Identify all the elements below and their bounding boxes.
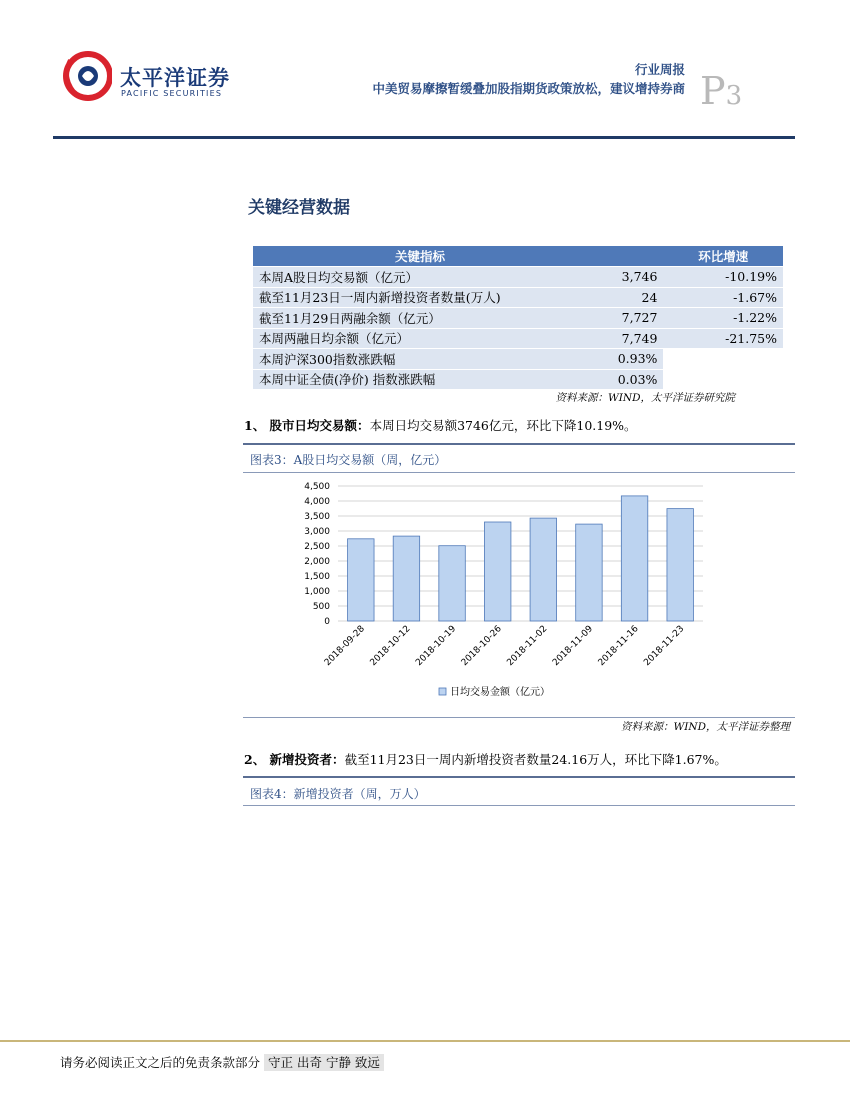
y-tick-label: 0	[324, 617, 330, 627]
figure-top-rule	[243, 443, 795, 445]
table-row	[253, 328, 783, 349]
report-type: 行业周报	[634, 62, 685, 77]
bar	[348, 539, 374, 621]
table-header-indicator: 关键指标	[253, 246, 587, 267]
x-tick-label: 2018-11-09	[550, 624, 596, 669]
row-value: 7,749	[587, 328, 663, 349]
y-tick-label: 2,000	[304, 557, 330, 567]
row-value: 7,727	[587, 308, 663, 329]
x-tick-label: 2018-11-16	[596, 624, 641, 669]
table-header-row	[253, 246, 783, 267]
row-change: -1.67%	[663, 287, 783, 308]
chart-source-note: 资料来源：WIND，太平洋证券整理	[620, 721, 790, 733]
row-label: 本周A股日均交易额（亿元）	[253, 267, 587, 288]
row-label: 截至11月29日两融余额（亿元）	[253, 308, 587, 329]
section-heading: 关键经营数据	[248, 198, 350, 218]
y-tick-label: 3,000	[304, 527, 330, 537]
row-label: 本周中证全债(净价) 指数涨跌幅	[253, 369, 587, 390]
table-source-note: 资料来源：WIND，太平洋证券研究院	[555, 392, 735, 404]
key-data-table	[253, 246, 783, 390]
figure-title-rule	[243, 472, 795, 473]
y-tick-label: 1,500	[304, 572, 330, 582]
logo-english-name: PACIFIC SECURITIES	[121, 89, 223, 98]
table-header-change: 环比增速	[663, 246, 783, 267]
page-number-value: 3	[725, 81, 743, 111]
y-tick-label: 1,000	[304, 587, 330, 597]
y-tick-label: 3,500	[304, 512, 330, 522]
bar	[393, 536, 419, 621]
report-title: 中美贸易摩擦暂缓叠加股指期货政策放松，建议增持券商	[372, 81, 685, 96]
trading-volume-paragraph	[244, 416, 637, 434]
new-investors-paragraph	[244, 750, 727, 768]
figure-title-rule	[243, 805, 795, 806]
row-change: -1.22%	[663, 308, 783, 329]
figure-top-rule	[243, 776, 795, 778]
bar	[621, 496, 647, 621]
row-value: 24	[587, 287, 663, 308]
daily-trading-volume-chart	[243, 474, 795, 714]
legend-label: 日均交易金额（亿元）	[450, 687, 550, 698]
bar	[530, 518, 556, 621]
table-row	[253, 287, 783, 308]
row-label: 本周两融日均余额（亿元）	[253, 328, 587, 349]
table-header-value	[587, 246, 663, 267]
x-tick-label: 2018-10-19	[414, 624, 459, 669]
row-change: -10.19%	[663, 267, 783, 288]
table-row	[253, 308, 783, 329]
table-row	[253, 369, 783, 390]
page-prefix: P	[700, 69, 726, 113]
footer-notice: 请务必阅读正文之后的免责条款部分	[60, 1055, 261, 1070]
page-number	[700, 69, 743, 113]
row-value: 0.93%	[587, 349, 663, 370]
row-change: -21.75%	[663, 328, 783, 349]
paragraph-lead: 2、 新增投资者：	[244, 752, 345, 767]
x-tick-label: 2018-10-26	[459, 624, 504, 669]
logo-chinese-name: 太平洋证券	[120, 66, 230, 90]
row-change	[663, 349, 783, 370]
y-tick-label: 500	[312, 602, 330, 612]
bar	[667, 509, 693, 621]
header-divider	[53, 136, 795, 139]
bar	[576, 524, 602, 621]
bar	[439, 546, 465, 621]
x-tick-label: 2018-11-02	[505, 624, 550, 669]
table-row	[253, 349, 783, 370]
row-label: 截至11月23日一周内新增投资者数量(万人)	[253, 287, 587, 308]
company-logo-icon	[60, 46, 112, 102]
row-change	[663, 369, 783, 390]
y-tick-label: 2,500	[304, 542, 330, 552]
figure-bottom-rule	[243, 717, 795, 718]
figure3-title: 图表3：A股日均交易额（周，亿元）	[250, 453, 447, 467]
footer-divider	[0, 1040, 850, 1042]
paragraph-lead: 1、 股市日均交易额：	[244, 418, 370, 433]
x-tick-label: 2018-10-12	[368, 624, 413, 669]
row-value: 3,746	[587, 267, 663, 288]
bar	[484, 522, 510, 621]
legend-swatch	[439, 688, 446, 695]
figure4-title: 图表4：新增投资者（周，万人）	[250, 787, 426, 801]
table-row	[253, 267, 783, 288]
row-label: 本周沪深300指数涨跌幅	[253, 349, 587, 370]
row-value: 0.03%	[587, 369, 663, 390]
x-tick-label: 2018-11-23	[642, 624, 687, 669]
y-tick-label: 4,500	[304, 482, 330, 492]
footer	[60, 1053, 384, 1071]
paragraph-text: 截至11月23日一周内新增投资者数量24.16万人，环比下降1.67%。	[344, 752, 727, 767]
footer-motto: 守正 出奇 宁静 致远	[264, 1054, 384, 1071]
x-tick-label: 2018-09-28	[322, 624, 367, 669]
y-tick-label: 4,000	[304, 497, 330, 507]
paragraph-text: 本周日均交易额3746亿元，环比下降10.19%。	[369, 418, 637, 433]
